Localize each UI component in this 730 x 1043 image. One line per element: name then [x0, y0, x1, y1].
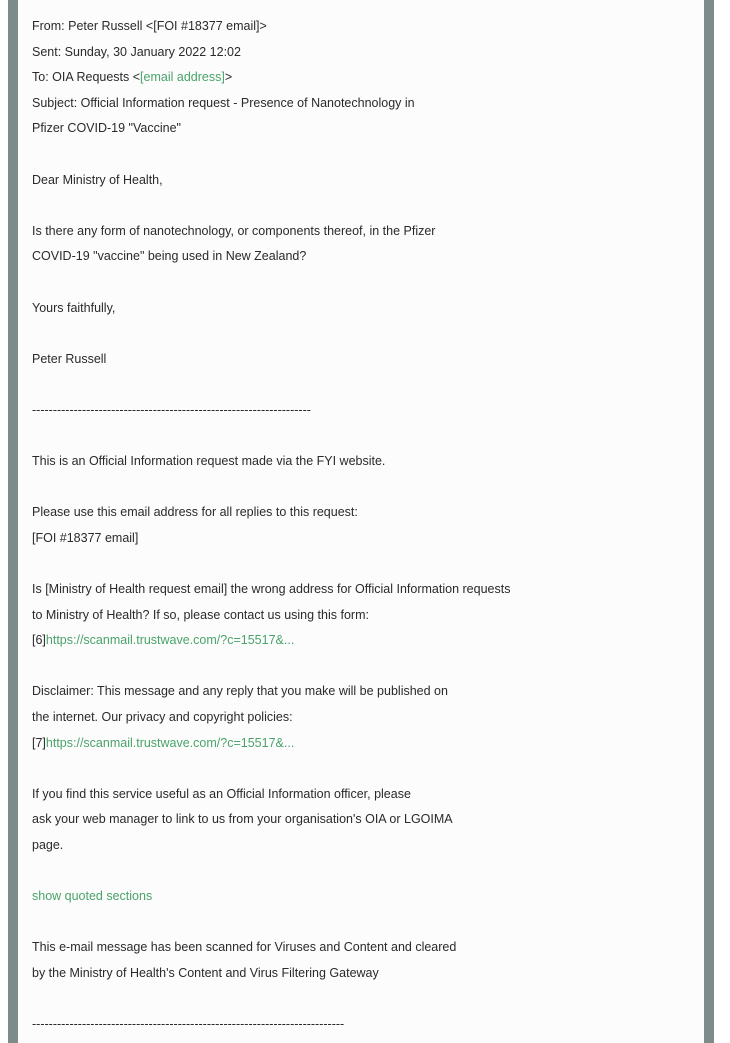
scanned-line-2: by the Ministry of Health's Content and Virus Filtering Gateway: [32, 965, 379, 980]
email-body: [32, 14, 692, 1038]
spacer: [32, 193, 692, 219]
disclaimer-line-1: Disclaimer: This message and any reply that you make will be published on: [32, 684, 448, 699]
ref7-line: [32, 731, 692, 757]
to-email-link[interactable]: [email address]: [140, 70, 225, 85]
show-quoted-line: [32, 884, 692, 910]
signoff: Yours faithfully,: [32, 300, 116, 315]
reply-line-2: [FOI #18377 email]: [32, 530, 139, 545]
signature: Peter Russell: [32, 351, 107, 366]
show-quoted-sections-link[interactable]: show quoted sections: [32, 889, 153, 904]
divider-1: -------------------------------------------------------------------: [32, 402, 311, 417]
to-line: [32, 65, 692, 91]
wrong-address-line-2: to Ministry of Health? If so, please contact us using this form:: [32, 607, 369, 622]
subject-line-1: Subject: Official Information request - Presence of Nanotechnology in: [32, 95, 415, 110]
ref7-link[interactable]: https://scanmail.trustwave.com/?c=15517&...: [45, 735, 295, 750]
ref7-prefix: [7]: [32, 735, 46, 750]
spacer: [32, 756, 692, 782]
spacer: [32, 551, 692, 577]
scanned-line-1: This e-mail message has been scanned for Viruses and Content and cleared: [32, 940, 457, 955]
fyi-line: This is an Official Information request made via the FYI website.: [32, 454, 386, 469]
spacer: [32, 987, 692, 1013]
reply-line-1: Please use this email address for all replies to this request:: [32, 505, 358, 520]
spacer: [32, 270, 692, 296]
to-suffix: >: [224, 70, 233, 85]
to-prefix: To: OIA Requests <: [32, 70, 141, 85]
email-frame: [8, 0, 714, 1043]
question-line-1: Is there any form of nanotechnology, or components thereof, in the Pfizer: [32, 223, 436, 238]
ref6-link[interactable]: https://scanmail.trustwave.com/?c=15517&...: [45, 633, 295, 648]
sent-line: Sent: Sunday, 30 January 2022 12:02: [32, 44, 241, 59]
useful-line-3: page.: [32, 838, 64, 852]
spacer: [32, 372, 692, 398]
ref6-line: [32, 628, 692, 654]
disclaimer-line-2: the internet. Our privacy and copyright policies:: [32, 710, 293, 725]
useful-line-2: ask your web manager to link to us from your organisation's OIA or LGOIMA: [32, 812, 453, 827]
spacer: [32, 475, 692, 501]
from-line: From: Peter Russell <[FOI #18377 email]>: [32, 19, 267, 33]
greeting: Dear Ministry of Health,: [32, 172, 163, 187]
subject-line-2: Pfizer COVID-19 "Vaccine": [32, 121, 181, 136]
question-line-2: COVID-19 "vaccine" being used in New Zealand?: [32, 249, 307, 264]
spacer: [32, 859, 692, 885]
wrong-address-line-1: Is [Ministry of Health request email] the wrong address for Official Information requests: [32, 582, 511, 597]
spacer: [32, 654, 692, 680]
spacer: [32, 142, 692, 168]
useful-line-1: If you find this service useful as an Official Information officer, please: [32, 786, 411, 801]
divider-2: ---------------------------------------------------------------------------: [32, 1017, 345, 1032]
ref6-prefix: [6]: [32, 633, 46, 648]
spacer: [32, 321, 692, 347]
spacer: [32, 910, 692, 936]
spacer: [32, 424, 692, 450]
